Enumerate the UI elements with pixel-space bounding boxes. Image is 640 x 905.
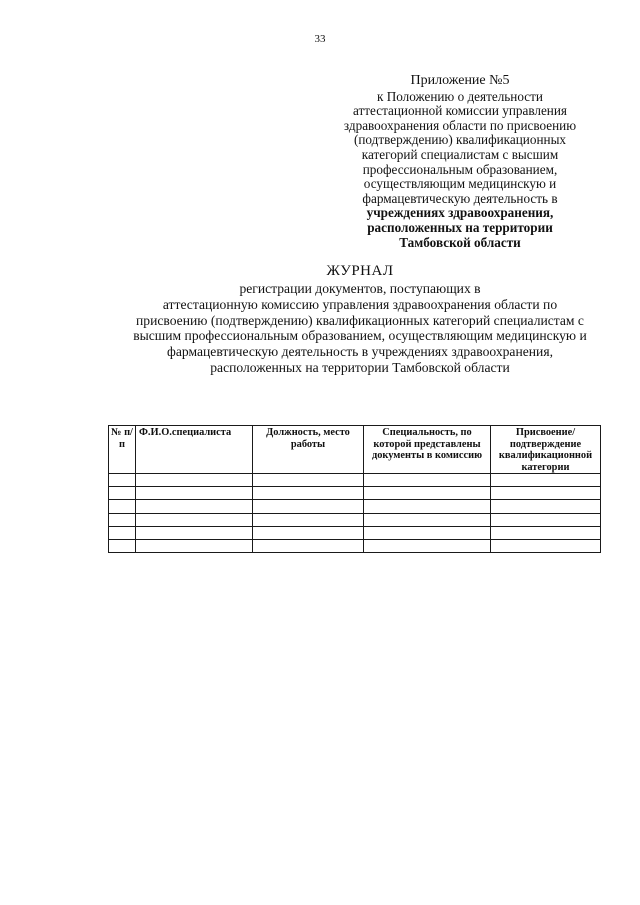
table-cell xyxy=(491,513,601,526)
table-cell xyxy=(253,539,364,552)
table-cell xyxy=(253,526,364,539)
table-cell xyxy=(109,500,136,513)
table-row xyxy=(109,474,601,487)
appendix-line: к Положению о деятельности xyxy=(377,88,543,104)
registration-table xyxy=(108,425,601,553)
appendix-title: Приложение №5 xyxy=(410,73,510,88)
table-cell xyxy=(364,526,491,539)
table-cell xyxy=(109,513,136,526)
table-cell xyxy=(136,487,253,500)
header-position: Должность, место работы xyxy=(253,426,364,474)
table-row xyxy=(109,513,601,526)
table-cell xyxy=(364,487,491,500)
appendix-line: категорий специалистам с высшим xyxy=(361,146,559,162)
table-cell xyxy=(136,539,253,552)
journal-subtitle-line: высшим профессиональным образованием, осуществляющим медицинскую и xyxy=(133,328,587,344)
table-row xyxy=(109,487,601,500)
table-cell xyxy=(253,500,364,513)
table-cell xyxy=(364,474,491,487)
journal-subtitle-line: аттестационную комиссию управления здравоохранения области по xyxy=(162,296,558,312)
table-cell xyxy=(491,539,601,552)
journal-subtitle xyxy=(100,281,620,376)
table-cell xyxy=(136,526,253,539)
journal-subtitle-line: присвоению (подтверждению) квалификационных категорий специалистам с xyxy=(136,312,584,328)
journal-subtitle-line: регистрации документов, поступающих в xyxy=(239,281,481,296)
header-specialty: Специальность, по которой представлены документы в комиссию xyxy=(364,426,491,474)
table-cell xyxy=(491,526,601,539)
table-cell xyxy=(136,513,253,526)
appendix-block xyxy=(330,74,590,250)
header-category: Присвоение/ подтверждение квалификационной категории xyxy=(491,426,601,474)
appendix-line: фармацевтическую деятельность в xyxy=(362,190,558,206)
appendix-line: осуществляющим медицинскую и xyxy=(363,176,557,192)
journal-subtitle-line: фармацевтическую деятельность в учреждениях здравоохранения, xyxy=(167,344,553,360)
table-cell xyxy=(136,474,253,487)
header-full-name: Ф.И.О.специалиста xyxy=(136,426,253,474)
appendix-line: аттестационной комиссии управления xyxy=(353,103,567,119)
appendix-line: (подтверждению) квалификационных xyxy=(353,132,567,148)
appendix-line: профессиональным образованием, xyxy=(362,161,558,177)
appendix-line: расположенных на территории xyxy=(367,219,553,235)
table-cell xyxy=(491,487,601,500)
appendix-line: Тамбовской области xyxy=(399,234,521,250)
table-cell xyxy=(364,539,491,552)
journal-subtitle-line: расположенных на территории Тамбовской области xyxy=(210,359,510,375)
table-cell xyxy=(109,474,136,487)
table-cell xyxy=(253,487,364,500)
journal-title: ЖУРНАЛ xyxy=(326,263,394,279)
table-cell xyxy=(491,474,601,487)
table-row xyxy=(109,539,601,552)
table-cell xyxy=(253,474,364,487)
table-row xyxy=(109,526,601,539)
table-cell xyxy=(109,539,136,552)
appendix-line: здравоохранения области по присвоению xyxy=(343,117,577,133)
table-cell xyxy=(364,513,491,526)
table-header-row xyxy=(109,426,601,474)
table-cell xyxy=(491,500,601,513)
appendix-line: учреждениях здравоохранения, xyxy=(366,205,554,221)
table-cell xyxy=(253,513,364,526)
page-number: 33 xyxy=(314,33,326,45)
table-row xyxy=(109,500,601,513)
table-cell xyxy=(136,500,253,513)
table-cell xyxy=(109,487,136,500)
table-cell xyxy=(364,500,491,513)
header-number: № п/п xyxy=(109,426,136,474)
table-cell xyxy=(109,526,136,539)
